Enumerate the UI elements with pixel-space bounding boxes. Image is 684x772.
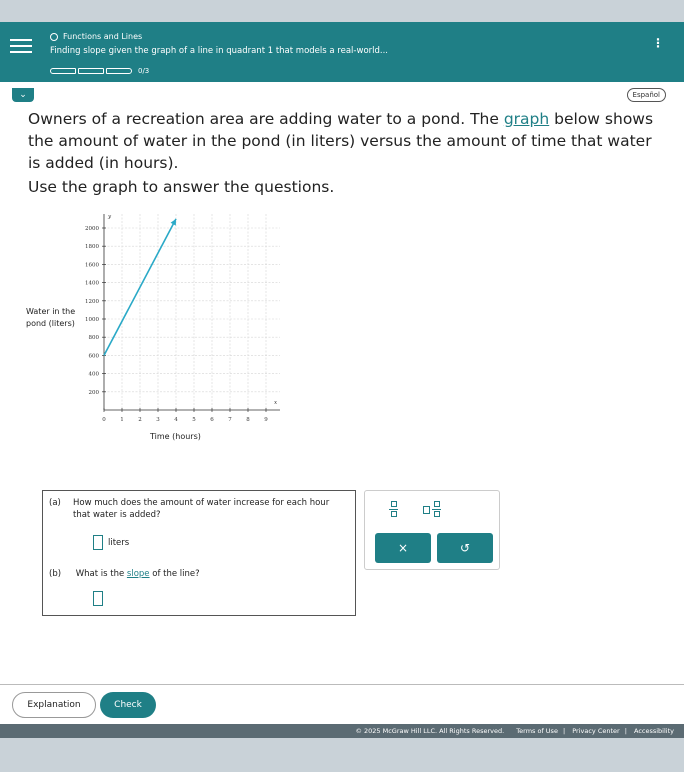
y-tick-label: 600	[88, 353, 99, 360]
terms-link[interactable]: Terms of Use	[516, 727, 558, 735]
answer-b-input[interactable]	[93, 591, 103, 606]
x-tick-label: 7	[228, 417, 232, 423]
header-bar	[0, 22, 684, 82]
question-prompt	[28, 108, 658, 174]
answer-a-row	[93, 535, 129, 550]
prompt-text-2: below shows the amount of water in the pond (in liters) versus the amount of time that water is added (in hours).	[28, 110, 654, 172]
more-options-icon[interactable]: ⋮	[652, 36, 664, 50]
graph-link[interactable]: graph	[503, 110, 550, 128]
x-tick-label: 0	[102, 417, 106, 423]
mixed-number-button[interactable]	[432, 501, 441, 517]
question-b-label: (b)	[49, 569, 62, 579]
slope-link[interactable]: slope	[126, 569, 150, 579]
answer-box	[42, 490, 356, 616]
explanation-button[interactable]: Explanation	[12, 692, 96, 718]
x-axis-title: Time (hours)	[150, 432, 201, 441]
question-b-text-pre: What is the	[75, 569, 127, 579]
y-tick-label: 1800	[85, 244, 99, 251]
question-a-text: How much does the amount of water increase for each hour that water is added?	[73, 498, 330, 520]
topic-label	[50, 32, 142, 41]
copyright-text: © 2025 McGraw Hill LLC. All Rights Reserved.	[355, 727, 505, 735]
y-tick-label: 1600	[85, 262, 99, 269]
x-tick-label: 5	[192, 417, 196, 423]
progress-count: 0/3	[138, 67, 150, 75]
x-tick-label: 6	[210, 417, 214, 423]
progress-segment	[106, 68, 132, 74]
question-b	[49, 569, 200, 579]
y-tick-label: 200	[88, 389, 99, 396]
y-axis-title-line1: Water in the	[26, 307, 76, 316]
answer-a-unit: liters	[108, 537, 130, 548]
menu-icon[interactable]	[10, 36, 32, 54]
question-a	[49, 497, 330, 520]
x-tick-label: 4	[174, 417, 178, 423]
y-axis-letter: y	[108, 214, 112, 220]
main-content	[0, 82, 684, 724]
progress-segment	[50, 68, 76, 74]
answer-a-input[interactable]	[93, 535, 103, 550]
undo-button[interactable]: ↺	[437, 533, 493, 563]
y-tick-label: 1200	[85, 298, 99, 305]
mixed-number-whole-box	[423, 506, 430, 514]
instruction-text: Use the graph to answer the questions.	[28, 178, 335, 196]
check-button[interactable]: Check	[100, 692, 156, 718]
x-axis-letter: x	[274, 400, 278, 406]
fraction-button[interactable]	[389, 501, 398, 517]
x-tick-label: 3	[156, 417, 160, 423]
clear-button[interactable]: ×	[375, 533, 431, 563]
browser-top-strip	[0, 0, 684, 22]
divider	[0, 684, 684, 685]
accessibility-link[interactable]: Accessibility	[634, 727, 674, 735]
x-tick-label: 8	[246, 417, 250, 423]
answer-b-row	[93, 591, 103, 606]
privacy-link[interactable]: Privacy Center	[572, 727, 620, 735]
topic-circle-icon	[50, 33, 58, 41]
math-toolbox	[364, 490, 500, 570]
y-tick-label: 1400	[85, 280, 99, 287]
water-graph	[0, 202, 300, 442]
x-tick-label: 2	[138, 417, 142, 423]
y-axis-title-line2: pond (liters)	[26, 319, 75, 328]
x-tick-label: 1	[120, 417, 124, 423]
browser-bottom-strip	[0, 738, 684, 772]
topic-text: Functions and Lines	[63, 32, 143, 41]
y-tick-label: 1000	[85, 317, 99, 323]
language-button[interactable]: Español	[627, 88, 666, 102]
x-tick-label: 9	[264, 417, 268, 423]
page-title: Finding slope given the graph of a line in quadrant 1 that models a real-world...	[50, 46, 388, 56]
prompt-text-1: Owners of a recreation area are adding water to a pond. The	[28, 110, 504, 128]
question-a-label: (a)	[49, 498, 61, 508]
y-tick-label: 2000	[85, 226, 99, 232]
y-tick-label: 400	[88, 371, 99, 378]
collapse-chevron-icon[interactable]: ⌄	[12, 88, 34, 102]
footer: © 2025 McGraw Hill LLC. All Rights Reserved. Terms of Use | Privacy Center | Accessibility	[0, 724, 684, 738]
question-b-text-post: of the line?	[149, 569, 200, 579]
progress-segment	[78, 68, 104, 74]
progress-indicator	[50, 67, 149, 75]
y-tick-label: 800	[88, 335, 99, 342]
